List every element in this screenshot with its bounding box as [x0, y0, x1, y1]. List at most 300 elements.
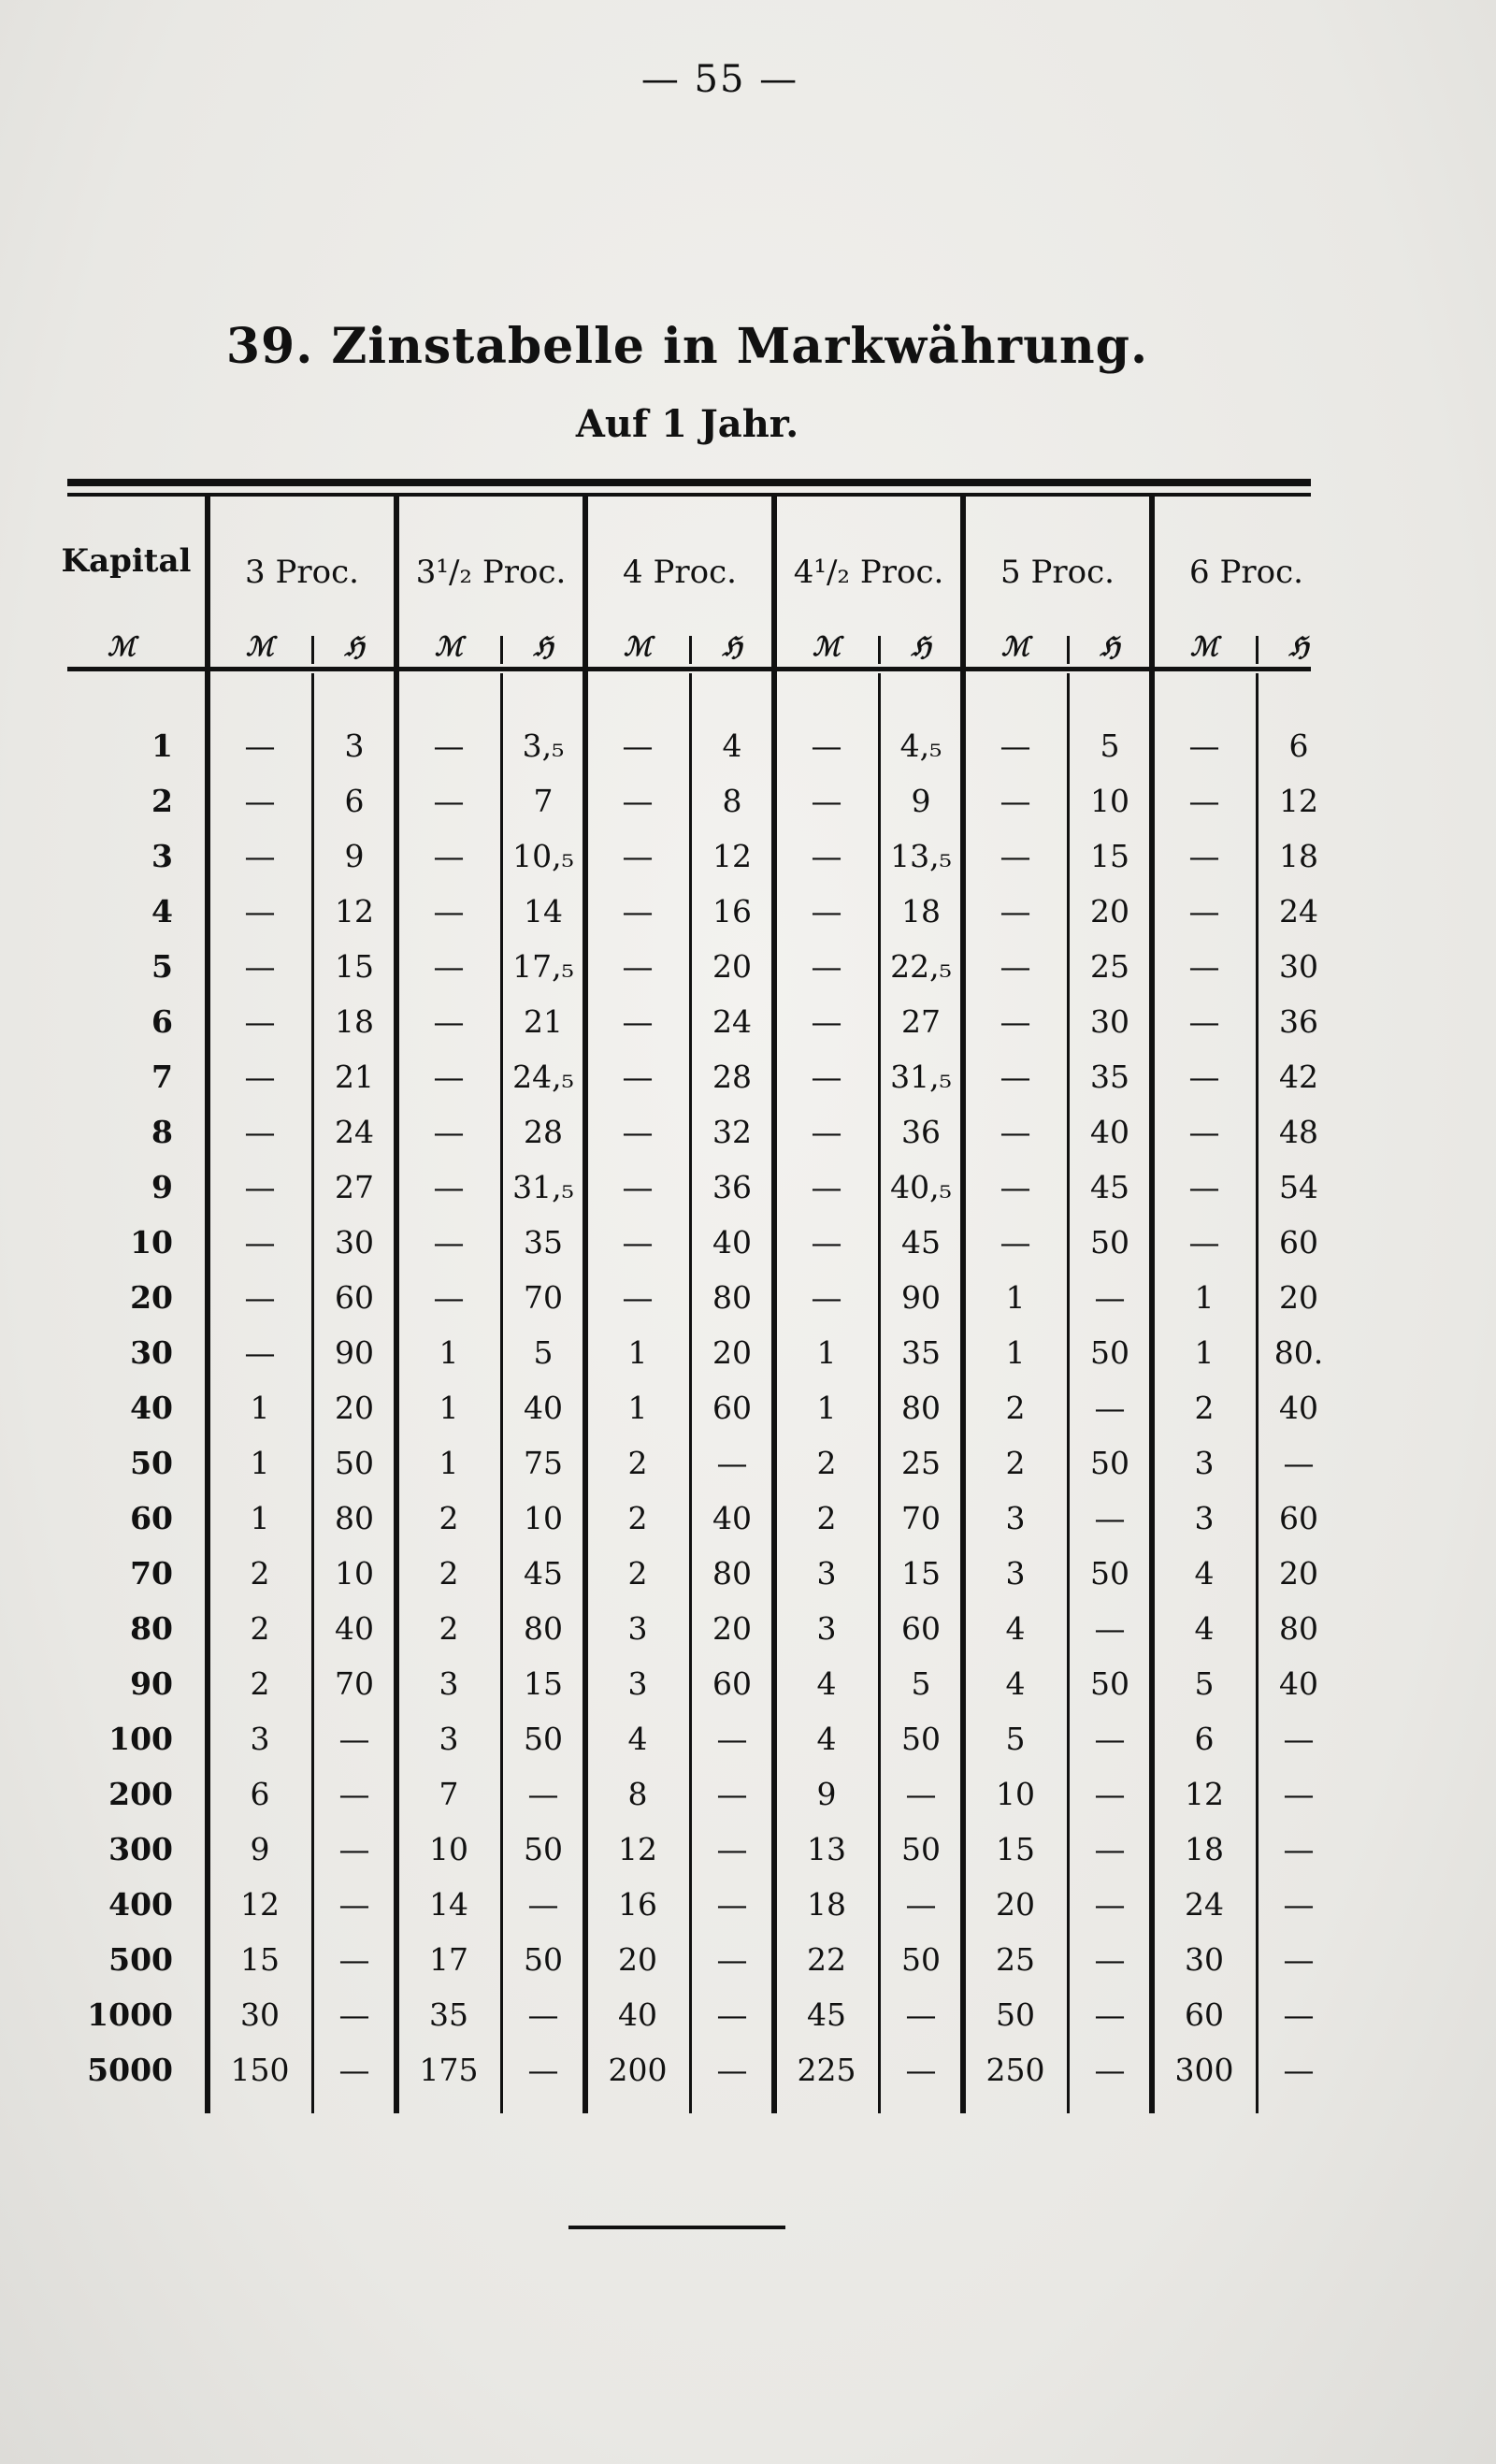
mark-value: —	[244, 893, 276, 929]
mark-value: —	[811, 948, 842, 985]
mark-value: —	[811, 1114, 842, 1150]
pfennig-value: 4	[722, 728, 742, 764]
pfennig-value: 40	[335, 1610, 374, 1647]
mark-value: 2	[1194, 1390, 1215, 1426]
mark-value: 12	[1185, 1776, 1224, 1812]
pfennig-value: —	[905, 1996, 937, 2033]
pfennig-value: 50	[335, 1445, 374, 1481]
mark-value: 25	[996, 1941, 1035, 1978]
pfennig-value: —	[1283, 2052, 1315, 2088]
mark-value: 4	[1194, 1555, 1215, 1592]
pfennig-value: 5	[1100, 728, 1120, 764]
mark-value: —	[244, 948, 276, 985]
mark-value: —	[811, 1279, 842, 1316]
pfennig-value: —	[527, 1886, 559, 1923]
pfennig-value: 35	[524, 1224, 563, 1261]
pfennig-value: 45	[524, 1555, 563, 1592]
mark-value: —	[622, 1114, 654, 1150]
pfennig-value: 50	[901, 1831, 941, 1867]
mark-value: —	[1188, 948, 1220, 985]
mark-value: —	[1000, 1169, 1031, 1205]
rate-header: 3 Proc.	[245, 554, 359, 591]
pfennig-value: —	[338, 1886, 370, 1923]
mark-value: —	[433, 893, 465, 929]
mark-value: —	[622, 1224, 654, 1261]
mark-value: —	[622, 1059, 654, 1095]
mark-value: 12	[240, 1886, 280, 1923]
pfennig-value: 4,₅	[899, 728, 942, 764]
mark-value: 6	[250, 1776, 270, 1812]
pfennig-value: 20	[1090, 893, 1129, 929]
pfennig-value: —	[1094, 1941, 1126, 1978]
mark-value: —	[1000, 783, 1031, 819]
kapital-value: 1	[151, 728, 173, 764]
kapital-value: 7	[151, 1059, 173, 1095]
pfennig-value: —	[527, 2052, 559, 2088]
mark-value: 17	[429, 1941, 468, 1978]
pfennig-value: —	[716, 1721, 748, 1757]
mark-value: —	[244, 1003, 276, 1040]
pfennig-value: 5	[911, 1665, 931, 1702]
pfennig-value: 30	[1279, 948, 1318, 985]
pfennig-value: 18	[335, 1003, 374, 1040]
pfennig-value: 50	[524, 1721, 563, 1757]
mark-value: 250	[985, 2052, 1045, 2088]
pfennig-value: 54	[1279, 1169, 1318, 1205]
mark-value: 1	[439, 1445, 459, 1481]
mark-value: 2	[816, 1500, 837, 1536]
pfennig-value: 9	[911, 783, 931, 819]
pfennig-value: 31,₅	[512, 1169, 574, 1205]
kapital-value: 60	[130, 1500, 173, 1536]
kapital-value: 80	[130, 1610, 173, 1647]
pfennig-value: —	[338, 1721, 370, 1757]
pfennig-value: 3,₅	[522, 728, 565, 764]
mark-value: —	[811, 1059, 842, 1095]
unit-mark: ℳ	[246, 631, 274, 662]
pfennig-value: —	[716, 1941, 748, 1978]
mark-value: —	[433, 1169, 465, 1205]
pfennig-value: 60	[335, 1279, 374, 1316]
mark-value: 1	[250, 1500, 270, 1536]
mark-value: 1	[250, 1445, 270, 1481]
pfennig-value: 60	[1279, 1224, 1318, 1261]
mark-value: —	[811, 1003, 842, 1040]
kapital-value: 90	[130, 1665, 173, 1702]
pfennig-value: 31,₅	[890, 1059, 952, 1095]
mark-value: 1	[627, 1390, 648, 1426]
mark-value: 3	[816, 1610, 837, 1647]
pfennig-value: 15	[901, 1555, 941, 1592]
kapital-value: 5	[151, 948, 173, 985]
page-number: — 55 —	[640, 58, 799, 101]
pfennig-value: —	[716, 1886, 748, 1923]
mark-value: —	[244, 1279, 276, 1316]
pfennig-value: 50	[1090, 1555, 1129, 1592]
pfennig-value: —	[905, 1886, 937, 1923]
pfennig-value: —	[338, 2052, 370, 2088]
pfennig-value: 60	[901, 1610, 941, 1647]
mark-value: —	[1188, 838, 1220, 874]
mark-value: 175	[419, 2052, 479, 2088]
pfennig-value: —	[716, 1445, 748, 1481]
mark-value: —	[811, 1224, 842, 1261]
pfennig-value: 6	[1288, 728, 1309, 764]
kapital-value: 6	[151, 1003, 173, 1040]
pfennig-value: 20	[712, 1334, 752, 1371]
pfennig-value: —	[905, 2052, 937, 2088]
mark-value: 1	[439, 1390, 459, 1426]
pfennig-value: —	[338, 1996, 370, 2033]
mark-value: —	[1000, 1224, 1031, 1261]
pfennig-value: 40	[712, 1224, 752, 1261]
mark-value: —	[1000, 838, 1031, 874]
mark-value: —	[244, 1059, 276, 1095]
mark-value: 1	[250, 1390, 270, 1426]
rate-header: 3¹/₂ Proc.	[415, 554, 567, 591]
closing-rule	[568, 2226, 785, 2229]
mark-value: —	[622, 728, 654, 764]
pfennig-value: 80	[712, 1555, 752, 1592]
mark-value: 3	[1194, 1445, 1215, 1481]
pfennig-value: 50	[524, 1941, 563, 1978]
mark-value: —	[433, 728, 465, 764]
mark-value: 15	[240, 1941, 280, 1978]
pfennig-value: 22,₅	[890, 948, 952, 985]
mark-value: 14	[429, 1886, 468, 1923]
mark-value: 300	[1174, 2052, 1234, 2088]
mark-value: —	[1188, 1003, 1220, 1040]
pfennig-value: —	[1283, 1886, 1315, 1923]
mark-value: 150	[230, 2052, 290, 2088]
mark-value: 4	[816, 1721, 837, 1757]
pfennig-value: —	[1283, 1831, 1315, 1867]
mark-value: —	[433, 1003, 465, 1040]
mark-value: —	[433, 948, 465, 985]
pfennig-value: 40,₅	[890, 1169, 952, 1205]
mark-value: 6	[1194, 1721, 1215, 1757]
kapital-value: 500	[108, 1941, 173, 1978]
pfennig-value: 25	[1090, 948, 1129, 985]
pfennig-value: —	[338, 1831, 370, 1867]
mark-value: —	[244, 838, 276, 874]
mark-value: —	[1188, 893, 1220, 929]
pfennig-value: 50	[1090, 1665, 1129, 1702]
pfennig-value: 28	[712, 1059, 752, 1095]
pfennig-value: 27	[901, 1003, 941, 1040]
kapital-value: 5000	[87, 2052, 173, 2088]
mark-value: 1	[439, 1334, 459, 1371]
mark-value: —	[1000, 1059, 1031, 1095]
kapital-value: 1000	[87, 1996, 173, 2033]
pfennig-value: —	[1094, 1721, 1126, 1757]
pfennig-value: 50	[901, 1941, 941, 1978]
mark-value: 9	[250, 1831, 270, 1867]
rate-header: 5 Proc.	[1000, 554, 1115, 591]
pfennig-value: 15	[524, 1665, 563, 1702]
pfennig-value: 24,₅	[512, 1059, 574, 1095]
pfennig-value: 18	[901, 893, 941, 929]
pfennig-value: —	[338, 1776, 370, 1812]
mark-value: 2	[816, 1445, 837, 1481]
pfennig-value: 70	[335, 1665, 374, 1702]
pfennig-value: 10,₅	[512, 838, 574, 874]
pfennig-value: 36	[712, 1169, 752, 1205]
pfennig-value: 30	[335, 1224, 374, 1261]
mark-value: 12	[618, 1831, 657, 1867]
rate-header: 4 Proc.	[623, 554, 737, 591]
mark-value: —	[1188, 1114, 1220, 1150]
mark-value: 9	[816, 1776, 837, 1812]
pfennig-value: 35	[1090, 1059, 1129, 1095]
kapital-header: Kapital	[61, 542, 192, 580]
mark-value: —	[433, 1114, 465, 1150]
mark-value: 3	[1005, 1500, 1026, 1536]
pfennig-value: 10	[335, 1555, 374, 1592]
mark-value: —	[244, 1334, 276, 1371]
mark-value: 30	[240, 1996, 280, 2033]
pfennig-value: —	[716, 1831, 748, 1867]
mark-value: 50	[996, 1996, 1035, 2033]
pfennig-value: 17,₅	[512, 948, 574, 985]
mark-value: 2	[250, 1665, 270, 1702]
pfennig-value: 15	[335, 948, 374, 985]
kapital-value: 20	[130, 1279, 173, 1316]
pfennig-value: 7	[533, 783, 554, 819]
pfennig-value: 90	[901, 1279, 941, 1316]
pfennig-value: —	[716, 1996, 748, 2033]
pfennig-value: 12	[712, 838, 752, 874]
kapital-value: 100	[108, 1721, 173, 1757]
mark-value: —	[1000, 1114, 1031, 1150]
mark-value: 22	[807, 1941, 846, 1978]
pfennig-value: —	[1094, 1500, 1126, 1536]
mark-value: 1	[816, 1334, 837, 1371]
table-header-rule	[67, 667, 1311, 671]
mark-value: 10	[429, 1831, 468, 1867]
mark-value: 10	[996, 1776, 1035, 1812]
unit-pfennig: ℌ	[1288, 631, 1309, 662]
mark-value: 2	[250, 1555, 270, 1592]
mark-value: 3	[627, 1610, 648, 1647]
pfennig-value: 80	[712, 1279, 752, 1316]
mark-value: 2	[1005, 1445, 1026, 1481]
kapital-value: 2	[151, 783, 173, 819]
pfennig-value: 24	[1279, 893, 1318, 929]
pfennig-value: —	[1094, 1610, 1126, 1647]
pfennig-value: 27	[335, 1169, 374, 1205]
pfennig-value: 21	[335, 1059, 374, 1095]
pfennig-value: —	[527, 1996, 559, 2033]
mark-value: 4	[1005, 1610, 1026, 1647]
mark-value: 4	[627, 1721, 648, 1757]
pfennig-value: 20	[1279, 1555, 1318, 1592]
mark-value: —	[433, 1224, 465, 1261]
pfennig-value: 60	[1279, 1500, 1318, 1536]
kapital-value: 200	[108, 1776, 173, 1812]
pfennig-value: 40	[1279, 1665, 1318, 1702]
pfennig-value: —	[527, 1776, 559, 1812]
mark-value: 3	[250, 1721, 270, 1757]
pfennig-value: 10	[1090, 783, 1129, 819]
mark-value: 8	[627, 1776, 648, 1812]
pfennig-value: 20	[712, 1610, 752, 1647]
pfennig-value: —	[1283, 1776, 1315, 1812]
pfennig-value: 8	[722, 783, 742, 819]
mark-value: —	[433, 783, 465, 819]
pfennig-value: —	[1283, 1941, 1315, 1978]
pfennig-value: 20	[1279, 1279, 1318, 1316]
pfennig-value: —	[1283, 1721, 1315, 1757]
mark-value: —	[244, 1169, 276, 1205]
mark-value: 3	[816, 1555, 837, 1592]
pfennig-value: —	[1094, 1886, 1126, 1923]
mark-value: —	[1188, 1059, 1220, 1095]
unit-mark: ℳ	[813, 631, 841, 662]
mark-value: 2	[627, 1555, 648, 1592]
pfennig-value: 9	[344, 838, 365, 874]
pfennig-value: 15	[1090, 838, 1129, 874]
mark-value: 4	[816, 1665, 837, 1702]
mark-value: 2	[1005, 1390, 1026, 1426]
mark-value: 13	[807, 1831, 846, 1867]
kapital-value: 400	[108, 1886, 173, 1923]
pfennig-value: 12	[335, 893, 374, 929]
pfennig-value: 10	[524, 1500, 563, 1536]
table-top-rule-thin	[67, 493, 1311, 497]
pfennig-value: —	[716, 2052, 748, 2088]
kapital-value: 4	[151, 893, 173, 929]
mark-value: —	[1188, 728, 1220, 764]
mark-value: —	[244, 1224, 276, 1261]
pfennig-value: 80	[901, 1390, 941, 1426]
mark-value: —	[433, 1059, 465, 1095]
pfennig-value: 50	[901, 1721, 941, 1757]
mark-value: —	[622, 893, 654, 929]
pfennig-value: 45	[901, 1224, 941, 1261]
pfennig-value: 30	[1090, 1003, 1129, 1040]
kapital-value: 30	[130, 1334, 173, 1371]
mark-value: 1	[1194, 1279, 1215, 1316]
mark-value: —	[1000, 728, 1031, 764]
mark-value: 3	[627, 1665, 648, 1702]
mark-value: —	[622, 1003, 654, 1040]
mark-value: 200	[608, 2052, 668, 2088]
mark-value: —	[433, 1279, 465, 1316]
pfennig-value: 50	[524, 1831, 563, 1867]
mark-value: —	[811, 728, 842, 764]
mark-value: 60	[1185, 1996, 1224, 2033]
pfennig-value: 13,₅	[890, 838, 952, 874]
mark-value: —	[622, 1169, 654, 1205]
kapital-value: 9	[151, 1169, 173, 1205]
kapital-value: 40	[130, 1390, 173, 1426]
mark-value: —	[811, 1169, 842, 1205]
pfennig-value: 18	[1279, 838, 1318, 874]
pfennig-value: —	[1094, 1831, 1126, 1867]
mark-value: 18	[807, 1886, 846, 1923]
mark-value: 3	[1005, 1555, 1026, 1592]
pfennig-value: 24	[712, 1003, 752, 1040]
mark-value: 1	[1005, 1334, 1026, 1371]
mark-value: 20	[618, 1941, 657, 1978]
pfennig-value: 80	[524, 1610, 563, 1647]
pfennig-value: 45	[1090, 1169, 1129, 1205]
pfennig-value: 70	[901, 1500, 941, 1536]
unit-pfennig: ℌ	[533, 631, 554, 662]
mark-value: —	[811, 893, 842, 929]
mark-value: 45	[807, 1996, 846, 2033]
mark-value: 225	[797, 2052, 856, 2088]
mark-value: —	[622, 838, 654, 874]
pfennig-value: 28	[524, 1114, 563, 1150]
mark-value: 16	[618, 1886, 657, 1923]
kapital-value: 300	[108, 1831, 173, 1867]
mark-value: 2	[627, 1445, 648, 1481]
kapital-value: 10	[130, 1224, 173, 1261]
mark-value: 5	[1194, 1665, 1215, 1702]
mark-value: 7	[439, 1776, 459, 1812]
pfennig-value: 90	[335, 1334, 374, 1371]
unit-pfennig: ℌ	[1100, 631, 1120, 662]
pfennig-value: 40	[712, 1500, 752, 1536]
mark-value: 5	[1005, 1721, 1026, 1757]
mark-value: 4	[1005, 1665, 1026, 1702]
unit-mark: ℳ	[435, 631, 463, 662]
unit-mark: ℳ	[1001, 631, 1029, 662]
unit-pfennig: ℌ	[344, 631, 365, 662]
kapital-value: 70	[130, 1555, 173, 1592]
pfennig-value: 60	[712, 1390, 752, 1426]
mark-value: —	[244, 728, 276, 764]
pfennig-value: 80.	[1273, 1334, 1324, 1371]
pfennig-value: —	[1283, 1445, 1315, 1481]
rate-header: 6 Proc.	[1189, 554, 1303, 591]
mark-value: —	[811, 783, 842, 819]
mark-value: 2	[627, 1500, 648, 1536]
mark-value: 18	[1185, 1831, 1224, 1867]
mark-value: 3	[439, 1665, 459, 1702]
page-subtitle: Auf 1 Jahr.	[575, 402, 799, 446]
pfennig-value: —	[905, 1776, 937, 1812]
mark-value: —	[433, 838, 465, 874]
pfennig-value: 40	[1279, 1390, 1318, 1426]
unit-pfennig: ℌ	[911, 631, 931, 662]
mark-value: 1	[1005, 1279, 1026, 1316]
mark-value: —	[811, 838, 842, 874]
pfennig-value: —	[1283, 1996, 1315, 2033]
kapital-unit-mark: ℳ	[108, 631, 136, 662]
pfennig-value: 14	[524, 893, 563, 929]
mark-value: 15	[996, 1831, 1035, 1867]
pfennig-value: 50	[1090, 1334, 1129, 1371]
mark-value: —	[1188, 1224, 1220, 1261]
mark-value: 30	[1185, 1941, 1224, 1978]
pfennig-value: —	[1094, 1776, 1126, 1812]
pfennig-value: —	[338, 1941, 370, 1978]
mark-value: 40	[618, 1996, 657, 2033]
mark-value: 1	[816, 1390, 837, 1426]
table-top-rule	[67, 479, 1311, 486]
mark-value: 2	[250, 1610, 270, 1647]
unit-pfennig: ℌ	[722, 631, 742, 662]
pfennig-value: 80	[335, 1500, 374, 1536]
mark-value: —	[622, 783, 654, 819]
pfennig-value: 24	[335, 1114, 374, 1150]
unit-mark: ℳ	[1190, 631, 1218, 662]
pfennig-value: 42	[1279, 1059, 1318, 1095]
mark-value: 2	[439, 1500, 459, 1536]
